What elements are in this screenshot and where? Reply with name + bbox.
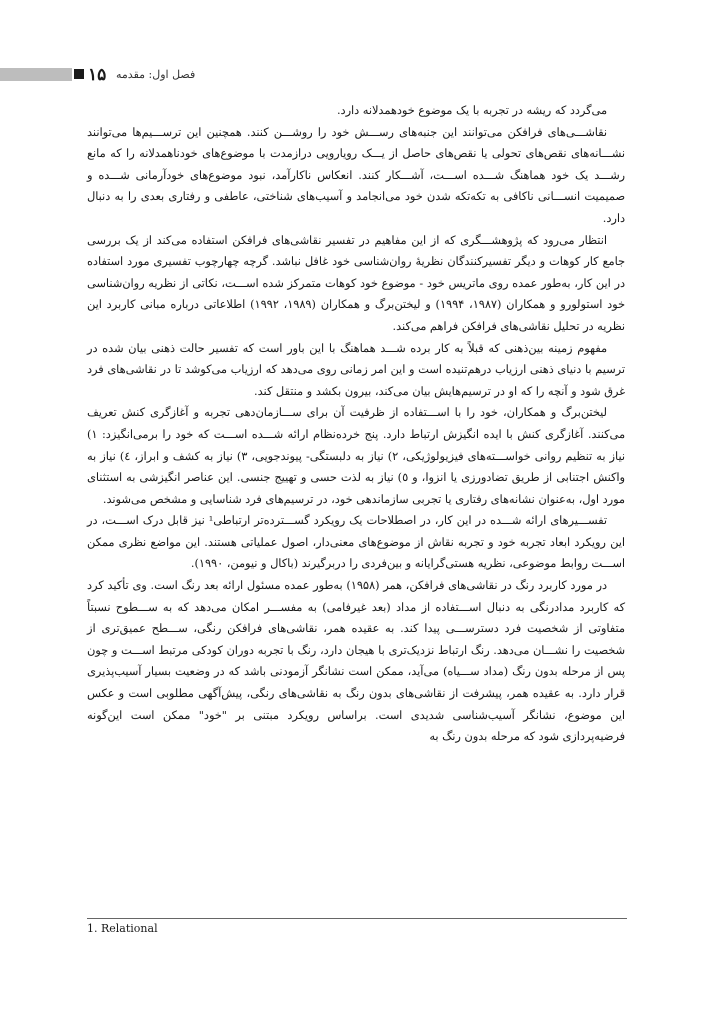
page-number: ۱۵: [88, 65, 107, 85]
paragraph: تفســـیرهای ارائه شـــده در این کار، در اصطلاحات یک رویکرد گســـترده‌تر ارتباطی¹ نیز قابل درک اســـت، در این رویکرد ابعاد تجربه خود و تجربه نقاش از موضوع‌های معنی‌دار، اصول عملیاتی هستند. این مواضع نظری ممکن اســـت روابط موضوعی، نظریه هستی‌گرایانه و بین‌فردی را دربرگیرند (باکال و نیومن، ۱۹۹۰).: [87, 514, 625, 571]
paragraph: نقاشـــی‌های فرافکن می‌توانند این جنبه‌های رســـش خود را روشـــن کنند. همچنین این ترســـیم‌ها می‌توانند نشـــانه‌های نقص‌های تحولی یا نقص‌های حاصل از یـــک رویارویی درازمدت با موضوع‌های خودناهمدلانه را که مانع رشـــد یک خود هماهنگ شـــده اســـت، آشـــکار کنند. انعکاس ناکارآمد، نبود موضوع‌های خودآرمانی شـــده و صمیمیت انســـانی ناکافی به تکه‌تکه شدن خود می‌انجامد و آسیب‌های شناختی، عاطفی و رفتاری بعدی را به دنبال دارد.: [87, 125, 625, 225]
page-header: [0, 62, 710, 88]
footnote-divider: [87, 918, 627, 919]
header-square-icon: [74, 69, 84, 79]
chapter-title: فصل اول: مقدمه: [116, 68, 196, 81]
paragraph: انتظار می‌رود که پژوهشـــگری که از این مفاهیم در تفسیر نقاشی‌های فرافکن استفاده می‌کند از یک بررسی جامع کار کوهات و دیگر تفسیرکنندگان نظریهٔ روان‌شناسی خود غافل نباشد. گرچه چهارچوب تفسیری مورد استفاده در این کار، به‌طور عمده روی ماتریس خود - موضوع خود کوهات متمرکز شده اســـت، نکاتی از نظریه روان‌شناسی خود استولورو و همکاران (۱۹۸۷، ۱۹۹۴) و لیختن‌برگ و همکاران (۱۹۸۹، ۱۹۹۲) اطلاعاتی درباره مبانی کاربرد این نظریه در تحلیل نقاشی‌های فرافکن فراهم می‌کند.: [87, 233, 625, 333]
paragraph: مفهوم زمینه بین‌ذهنی که قبلاً به کار برده شـــد هماهنگ با این باور است که تفسیر حالت ذهنی بیان شده در ترسیم با دنیای ذهنی ارزیاب درهم‌تنیده است و این امر زمانی روی می‌دهد که ارزیاب می‌کوشد تا در نقاشی‌های فرد غرق شود و آنچه را که او در ترسیم‌هایش بیان می‌کند، بیرون بکشد و منتقل کند.: [87, 341, 625, 398]
page-body: [87, 100, 625, 748]
header-gray-bar: [0, 68, 72, 81]
footnote: 1. Relational: [87, 922, 158, 935]
paragraph: لیختن‌برگ و همکاران، خود را با اســـتفاده از ظرفیت آن برای ســـازمان‌دهی تجربه و آغازگری کنش تعریف می‌کنند. آغازگری کنش با ایده انگیزش ارتباط دارد. پنج خرده‌نظام ارائه شـــده اســـت که خود را برمی‌انگیزد: ۱) نیاز به تنظیم روانی خواســـته‌های فیزیولوژیکی، ۲) نیاز به دلبستگی- پیوندجویی، ۳) نیاز به کشف و ابراز، ٤) نیاز به واکنش اجتنابی از طریق تضادورزی یا انزوا، و ٥) نیاز به لذت حسی و تهییج جنسی. این عناصر انگیزشی به استثنای مورد اول، به‌عنوان نشانه‌های رفتاری یا تجربی سازماندهی خود، در ترسیم‌های فرد شناسایی و مشخص می‌شوند.: [87, 406, 625, 506]
paragraph: در مورد کاربرد رنگ در نقاشی‌های فرافکن، همر (۱۹۵۸) به‌طور عمده مسئول ارائه بعد رنگ است. وی تأکید کرد که کاربرد مدادرنگی به دنبال اســـتفاده از مداد (بعد غیرفامی) به مفســـر امکان می‌دهد که به ســـطوح نسبتاً متفاوتی از شخصیت فرد دسترســـی پیدا کند. به عقیده همر، نقاشی‌های فرافکن رنگی، ســـطح عمیق‌تری از شخصیت را نشـــان می‌دهد. رنگ ارتباط نزدیک‌تری با هیجان دارد، رنگ با تجربه دوران کودکی مرتبط اســـت و چون پس از مرحله بدون رنگ (مداد ســـیاه) می‌آید، ممکن است نشانگر آزمودنی باشد که در وضعیت بسیار آسیب‌پذیری قرار دارد. به عقیده همر، پیشرفت از نقاشی‌های بدون رنگ به نقاشی‌های رنگی، پیش‌آگهی مطلوبی است و عکس این موضوع، نشانگر آسیب‌شناسی شدیدی است. براساس رویکرد مبتنی بر "خود" ممکن است این‌گونه فرضیه‌پردازی شود که مرحله بدون رنگ به: [87, 579, 625, 744]
paragraph: می‌گردد که ریشه در تجربه با یک موضوع خودهمدلانه دارد.: [336, 104, 607, 117]
